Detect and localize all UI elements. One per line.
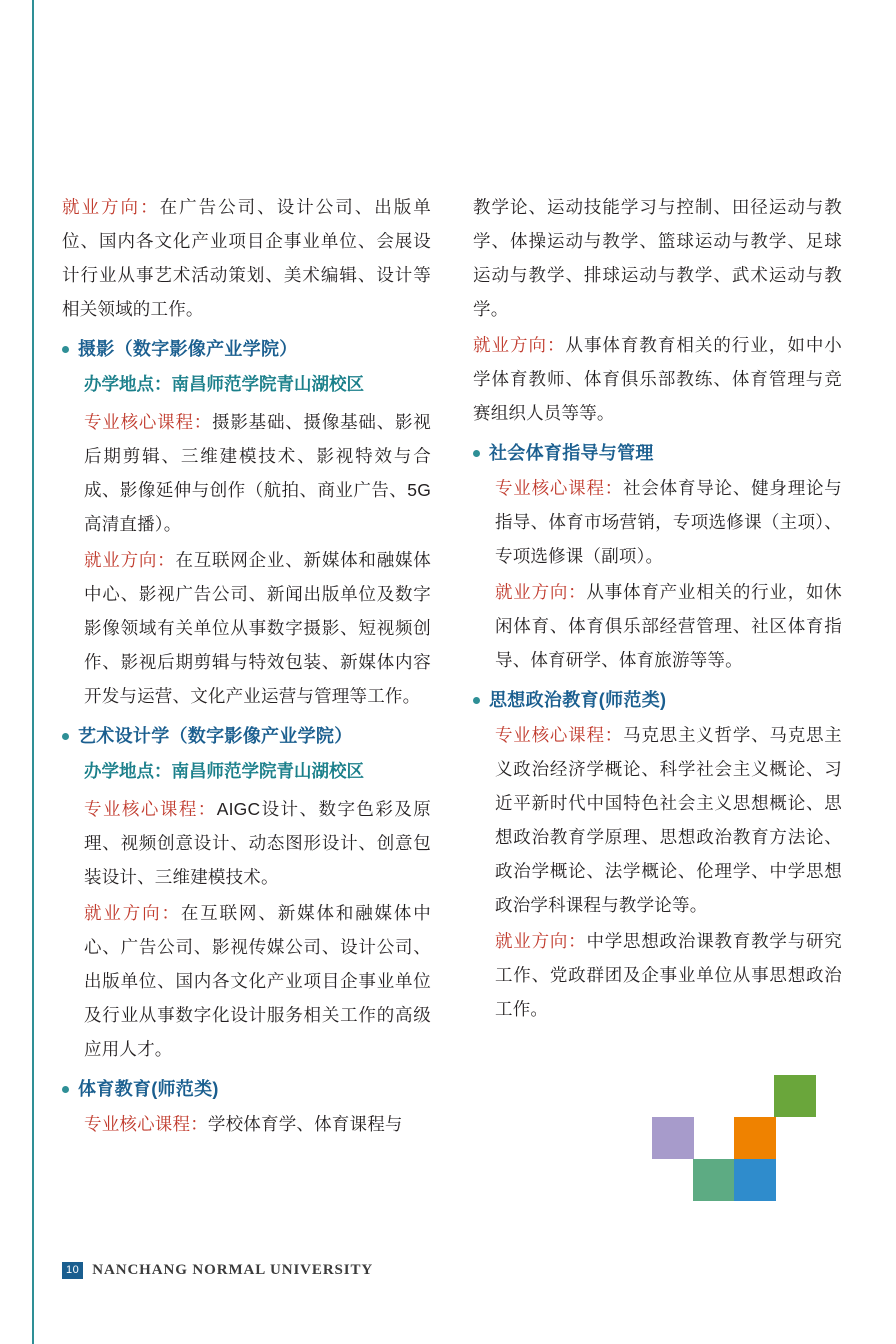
campus-value: 南昌师范学院青山湖校区 xyxy=(171,761,364,781)
decorative-square-green-top xyxy=(774,1075,816,1117)
employment-label: 就业方向： xyxy=(473,335,566,355)
page-footer xyxy=(62,1262,373,1279)
core-courses-label: 专业核心课程： xyxy=(84,1114,208,1134)
major-heading-photography xyxy=(62,332,431,366)
core-courses-paragraph xyxy=(62,405,431,541)
two-column-body xyxy=(62,190,842,1143)
core-courses-label: 专业核心课程： xyxy=(84,799,217,819)
employment-text: 在互联网、新媒体和融媒体中心、广告公司、影视传媒公司、设计公司、出版单位、国内各文化产业项目企事业单位及行业从事数字化设计服务相关工作的高级应用人才。 xyxy=(84,903,431,1059)
bullet-dot-icon xyxy=(62,733,69,740)
employment-label: 就业方向： xyxy=(84,550,176,570)
employment-paragraph xyxy=(62,543,431,713)
employment-text: 在互联网企业、新媒体和融媒体中心、影视广告公司、新闻出版单位及数字影像领域有关单位从事数字摄影、短视频创作、影视后期剪辑与特效包装、新媒体内容开发与运营、文化产业运营与管理等工作。 xyxy=(84,550,431,706)
core-courses-label: 专业核心课程： xyxy=(495,725,624,745)
bullet-dot-icon xyxy=(62,346,69,353)
core-courses-paragraph xyxy=(62,792,431,894)
employment-text: 中学思想政治课教育教学与研究工作、党政群团及企事业单位从事思想政治工作。 xyxy=(495,931,842,1019)
footer-university-name: NANCHANG NORMAL UNIVERSITY xyxy=(92,1262,374,1278)
major-title: 摄影（数字影像产业学院） xyxy=(78,339,298,359)
decorative-square-green-middle xyxy=(693,1159,735,1201)
employment-label: 就业方向： xyxy=(495,931,587,951)
major-heading-ideological-politics xyxy=(473,683,842,717)
core-courses-text: 摄影基础、摄像基础、影视后期剪辑、三维建模技术、影视特效与合成、影像延伸与创作（航拍、商业广告、5G高清直播）。 xyxy=(84,412,431,534)
major-heading-social-sports xyxy=(473,436,842,470)
campus-label: 办学地点： xyxy=(84,761,172,781)
core-courses-paragraph xyxy=(473,471,842,573)
bullet-dot-icon xyxy=(473,450,480,457)
core-courses-text: 学校体育学、体育课程与 xyxy=(207,1114,403,1134)
employment-label: 就业方向： xyxy=(495,582,587,602)
campus-value: 南昌师范学院青山湖校区 xyxy=(171,374,364,394)
major-title: 社会体育指导与管理 xyxy=(489,443,654,463)
major-title: 思想政治教育(师范类) xyxy=(489,690,667,710)
campus-line xyxy=(62,754,431,788)
major-heading-pe xyxy=(62,1072,431,1106)
left-edge-rule xyxy=(32,0,34,1344)
bullet-dot-icon xyxy=(62,1086,69,1093)
major-heading-art-design xyxy=(62,719,431,753)
left-column xyxy=(62,190,431,1143)
decorative-squares xyxy=(652,1075,822,1205)
employment-label: 就业方向： xyxy=(84,903,181,923)
major-title: 艺术设计学（数字影像产业学院） xyxy=(78,726,353,746)
bullet-dot-icon xyxy=(473,697,480,704)
paragraph-employment-intro xyxy=(62,190,431,326)
employment-label: 就业方向： xyxy=(62,197,160,217)
decorative-square-purple xyxy=(652,1117,694,1159)
decorative-square-blue xyxy=(734,1159,776,1201)
employment-paragraph xyxy=(473,575,842,677)
core-courses-text: AIGC设计、数字色彩及原理、视频创意设计、动态图形设计、创意包装设计、三维建模技术。 xyxy=(84,799,431,887)
core-courses-paragraph xyxy=(473,718,842,922)
employment-text: 在广告公司、设计公司、出版单位、国内各文化产业项目企事业单位、会展设计行业从事艺术活动策划、美术编辑、设计等相关领域的工作。 xyxy=(62,197,432,319)
paragraph-employment-continuation xyxy=(473,328,842,430)
core-courses-label: 专业核心课程： xyxy=(84,412,213,432)
employment-paragraph xyxy=(473,924,842,1026)
employment-text: 从事体育教育相关的行业，如中小学体育教师、体育俱乐部教练、体育管理与竞赛组织人员等等。 xyxy=(473,335,843,423)
core-courses-text: 社会体育导论、健身理论与指导、体育市场营销，专项选修课（主项）、专项选修课（副项）。 xyxy=(495,478,842,566)
major-title: 体育教育(师范类) xyxy=(78,1079,219,1099)
page-number: 10 xyxy=(62,1262,83,1279)
employment-paragraph xyxy=(62,896,431,1066)
right-column xyxy=(473,190,842,1143)
employment-text: 从事体育产业相关的行业，如休闲体育、体育俱乐部经营管理、社区体育指导、体育研学、体育旅游等等。 xyxy=(495,582,842,670)
campus-line xyxy=(62,367,431,401)
campus-label: 办学地点： xyxy=(84,374,172,394)
core-courses-paragraph xyxy=(62,1107,431,1141)
decorative-square-orange xyxy=(734,1117,776,1159)
core-courses-label: 专业核心课程： xyxy=(495,478,624,498)
core-courses-text: 马克思主义哲学、马克思主义政治经济学概论、科学社会主义概论、习近平新时代中国特色社会主义思想概论、思想政治教育学原理、思想政治教育方法论、政治学概论、法学概论、伦理学、中学思想政治学科课程与教学论等。 xyxy=(495,725,842,915)
paragraph-courses-continuation: 教学论、运动技能学习与控制、田径运动与教学、体操运动与教学、篮球运动与教学、足球运动与教学、排球运动与教学、武术运动与教学。 xyxy=(473,197,842,319)
